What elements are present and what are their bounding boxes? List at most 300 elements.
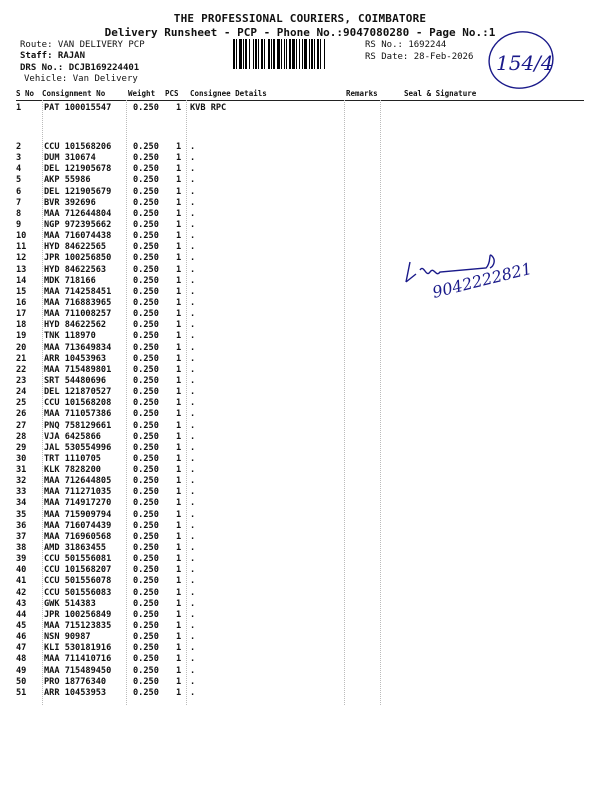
row-pcs: 1 [176, 420, 182, 431]
row-weight: 0.250 [133, 142, 159, 152]
row-consignment: MAA 715909794 [44, 509, 112, 520]
row-details: . [190, 509, 196, 520]
route-info: Route: VAN DELIVERY PCP [20, 40, 145, 50]
rs-date: RS Date: 28-Feb-2026 [365, 52, 474, 62]
table-row [0, 409, 600, 420]
row-sno: 12 [16, 253, 27, 264]
row-details: . [190, 253, 196, 264]
col-weight: Weight [128, 89, 156, 98]
row-weight: 0.250 [133, 275, 159, 286]
staff-info: Staff: RAJAN [20, 51, 86, 61]
row-pcs: 1 [176, 565, 182, 576]
row-consignment: CCU 501556083 [44, 587, 112, 598]
row-sno: 42 [16, 587, 27, 598]
row-details: . [190, 342, 196, 353]
rs-number: RS No.: 1692244 [365, 40, 447, 50]
row-pcs: 1 [176, 175, 182, 186]
row-weight: 0.250 [133, 297, 159, 308]
row-details: . [190, 387, 196, 398]
row-details: . [190, 531, 196, 542]
row-pcs: 1 [176, 487, 182, 498]
row-details: . [190, 208, 196, 219]
table-row [0, 532, 600, 543]
row-consignment: MAA 716074439 [44, 520, 112, 531]
row-consignment: MDK 718166 [44, 275, 96, 286]
row-details: . [190, 676, 196, 687]
row-sno: 24 [16, 387, 27, 398]
row-details: . [190, 587, 196, 598]
table-row [0, 576, 600, 587]
table-row [0, 398, 600, 409]
col-pcs: PCS [165, 89, 179, 98]
row-consignment: JPR 100256850 [44, 253, 112, 264]
row-weight: 0.250 [133, 364, 159, 375]
row-weight: 0.250 [133, 375, 159, 386]
row-details: . [190, 175, 196, 186]
row-details: . [190, 687, 196, 698]
row-consignment: AKP 55986 [44, 175, 91, 186]
runsheet-title: Delivery Runsheet - PCP - Phone No.:9047080280 - Page No.:1 [104, 26, 496, 39]
row-pcs: 1 [176, 275, 182, 286]
row-details: . [190, 453, 196, 464]
row-pcs: 1 [176, 665, 182, 676]
drs-number: DRS No.: DCJB169224401 [20, 63, 140, 73]
row-weight: 0.250 [133, 598, 159, 609]
header-divider [16, 100, 584, 101]
row-details: . [190, 331, 196, 342]
row-details: . [190, 665, 196, 676]
table-row [0, 610, 600, 621]
row-consignment: MAA 713649834 [44, 342, 112, 353]
row-weight: 0.250 [133, 643, 159, 654]
row-weight: 0.250 [133, 431, 159, 442]
row-pcs: 1 [176, 375, 182, 386]
row-pcs: 1 [176, 531, 182, 542]
row-weight: 0.250 [133, 153, 159, 164]
row-weight: 0.250 [133, 665, 159, 676]
row-pcs: 1 [176, 654, 182, 665]
row-weight: 0.250 [133, 687, 159, 698]
row-details: . [190, 643, 196, 654]
row-weight: 0.250 [133, 208, 159, 219]
barcode-image [233, 39, 361, 69]
row-pcs: 1 [176, 387, 182, 398]
table-row [0, 688, 600, 699]
row-pcs: 1 [176, 687, 182, 698]
row-sno: 3 [16, 153, 22, 164]
row-pcs: 1 [176, 208, 182, 219]
row-pcs: 1 [176, 197, 182, 208]
row-sno: 51 [16, 687, 27, 698]
row-weight: 0.250 [133, 531, 159, 542]
col-consignment: Consignment No [42, 89, 106, 98]
row-pcs: 1 [176, 409, 182, 420]
row-details: . [190, 364, 196, 375]
row-weight: 0.250 [133, 309, 159, 320]
row-pcs: 1 [176, 364, 182, 375]
row-consignment: NGP 972395662 [44, 219, 112, 230]
row-pcs: 1 [176, 331, 182, 342]
table-row [0, 432, 600, 443]
row-consignment: PNQ 758129661 [44, 420, 112, 431]
row-consignment: MAA 716074438 [44, 231, 112, 242]
row-sno: 9 [16, 219, 22, 230]
row-consignment: VJA 6425866 [44, 431, 101, 442]
table-header [16, 89, 584, 99]
row-consignment: MAA 715123835 [44, 621, 112, 632]
row-details: . [190, 286, 196, 297]
row-details: . [190, 442, 196, 453]
row-sno: 10 [16, 231, 27, 242]
row-sno: 26 [16, 409, 27, 420]
row-sno: 8 [16, 208, 22, 219]
row-details: . [190, 565, 196, 576]
table-row [0, 198, 600, 209]
row-sno: 5 [16, 175, 22, 186]
row-weight: 0.250 [133, 164, 159, 175]
row-sno: 18 [16, 320, 27, 331]
table-row [0, 498, 600, 509]
row-consignment: CCU 101568208 [44, 398, 112, 409]
table-row [0, 298, 600, 309]
row-weight: 0.250 [133, 103, 159, 113]
table-row [0, 242, 600, 253]
company-name: THE PROFESSIONAL COURIERS, COIMBATORE [173, 12, 427, 25]
row-sno: 14 [16, 275, 27, 286]
row-details: . [190, 476, 196, 487]
row-details: . [190, 186, 196, 197]
row-pcs: 1 [176, 543, 182, 554]
row-sno: 41 [16, 576, 27, 587]
row-weight: 0.250 [133, 476, 159, 487]
row-consignment: JPR 100256849 [44, 609, 112, 620]
row-sno: 1 [16, 103, 22, 113]
row-sno: 11 [16, 242, 27, 253]
row-pcs: 1 [176, 142, 182, 152]
row-weight: 0.250 [133, 409, 159, 420]
row-consignment: SRT 54480696 [44, 375, 107, 386]
row-consignment: MAA 711271035 [44, 487, 112, 498]
row-weight: 0.250 [133, 509, 159, 520]
row-consignment: GWK 514383 [44, 598, 96, 609]
row-sno: 36 [16, 520, 27, 531]
row-pcs: 1 [176, 609, 182, 620]
row-details: . [190, 264, 196, 275]
row-sno: 25 [16, 398, 27, 409]
row-details: . [190, 242, 196, 253]
row-sno: 38 [16, 543, 27, 554]
row-weight: 0.250 [133, 565, 159, 576]
row-sno: 39 [16, 554, 27, 565]
row-sno: 27 [16, 420, 27, 431]
row-weight: 0.250 [133, 197, 159, 208]
row-details: . [190, 431, 196, 442]
row-details: . [190, 398, 196, 409]
row-consignment: MAA 714917270 [44, 498, 112, 509]
row-sno: 31 [16, 465, 27, 476]
table-row [0, 320, 600, 331]
table-row [0, 142, 600, 153]
row-weight: 0.250 [133, 253, 159, 264]
row-pcs: 1 [176, 632, 182, 643]
row-consignment: DEL 121870527 [44, 387, 112, 398]
row-details: . [190, 487, 196, 498]
row-details: . [190, 275, 196, 286]
row-details: . [190, 632, 196, 643]
row-weight: 0.250 [133, 320, 159, 331]
table-row [0, 164, 600, 175]
row-consignment: KLI 530181916 [44, 643, 112, 654]
row-pcs: 1 [176, 431, 182, 442]
row-pcs: 1 [176, 576, 182, 587]
row-weight: 0.250 [133, 487, 159, 498]
table-row [0, 103, 600, 114]
row-consignment: PAT 100015547 [44, 103, 112, 113]
row-sno: 37 [16, 531, 27, 542]
table-row [0, 220, 600, 231]
row-weight: 0.250 [133, 609, 159, 620]
row-sno: 21 [16, 353, 27, 364]
row-weight: 0.250 [133, 465, 159, 476]
row-weight: 0.250 [133, 175, 159, 186]
row-details: . [190, 164, 196, 175]
row-pcs: 1 [176, 643, 182, 654]
row-pcs: 1 [176, 342, 182, 353]
row-weight: 0.250 [133, 453, 159, 464]
table-row [0, 588, 600, 599]
table-row [0, 621, 600, 632]
row-consignment: KLK 7828200 [44, 465, 101, 476]
table-row [0, 677, 600, 688]
row-pcs: 1 [176, 253, 182, 264]
row-consignment: MAA 716960568 [44, 531, 112, 542]
row-weight: 0.250 [133, 554, 159, 565]
table-row [0, 287, 600, 298]
row-consignment: HYD 84622565 [44, 242, 107, 253]
row-weight: 0.250 [133, 621, 159, 632]
row-consignment: MAA 716883965 [44, 297, 112, 308]
row-pcs: 1 [176, 520, 182, 531]
row-sno: 46 [16, 632, 27, 643]
row-consignment: AMD 31863455 [44, 543, 107, 554]
row-sno: 35 [16, 509, 27, 520]
row-consignment: MAA 714258451 [44, 286, 112, 297]
row-details: . [190, 197, 196, 208]
table-row [0, 565, 600, 576]
row-weight: 0.250 [133, 654, 159, 665]
row-weight: 0.250 [133, 398, 159, 409]
row-pcs: 1 [176, 554, 182, 565]
row-details: . [190, 320, 196, 331]
col-remarks: Remarks [346, 89, 378, 98]
row-details: . [190, 231, 196, 242]
row-sno: 50 [16, 676, 27, 687]
row-consignment: MAA 711057386 [44, 409, 112, 420]
row-consignment: CCU 101568206 [44, 142, 112, 152]
table-row [0, 354, 600, 365]
row-consignment: DEL 121905679 [44, 186, 112, 197]
row-consignment: MAA 715489450 [44, 665, 112, 676]
table-row [0, 465, 600, 476]
table-row [0, 175, 600, 186]
row-pcs: 1 [176, 398, 182, 409]
row-sno: 29 [16, 442, 27, 453]
row-consignment: ARR 10453953 [44, 687, 107, 698]
row-pcs: 1 [176, 309, 182, 320]
row-sno: 43 [16, 598, 27, 609]
row-pcs: 1 [176, 442, 182, 453]
row-pcs: 1 [176, 164, 182, 175]
row-consignment: PRO 18776340 [44, 676, 107, 687]
row-consignment: MAA 711410716 [44, 654, 112, 665]
row-details: . [190, 465, 196, 476]
table-row [0, 276, 600, 287]
row-pcs: 1 [176, 353, 182, 364]
row-pcs: 1 [176, 587, 182, 598]
table-row [0, 543, 600, 554]
row-details: . [190, 219, 196, 230]
row-weight: 0.250 [133, 498, 159, 509]
row-pcs: 1 [176, 598, 182, 609]
row-pcs: 1 [176, 476, 182, 487]
row-pcs: 1 [176, 186, 182, 197]
row-consignment: DUM 310674 [44, 153, 96, 164]
row-weight: 0.250 [133, 342, 159, 353]
row-sno: 15 [16, 286, 27, 297]
row-consignment: HYD 84622562 [44, 320, 107, 331]
row-pcs: 1 [176, 465, 182, 476]
row-consignment: MAA 712644805 [44, 476, 112, 487]
row-sno: 49 [16, 665, 27, 676]
table-row [0, 187, 600, 198]
row-sno: 44 [16, 609, 27, 620]
row-sno: 4 [16, 164, 22, 175]
row-weight: 0.250 [133, 420, 159, 431]
handwritten-circle-note [484, 28, 558, 92]
table-row [0, 421, 600, 432]
row-details: . [190, 598, 196, 609]
row-sno: 40 [16, 565, 27, 576]
row-sno: 2 [16, 142, 22, 152]
col-seal-signature: Seal & Signature [404, 89, 477, 98]
row-details: . [190, 621, 196, 632]
table-row [0, 599, 600, 610]
row-details: . [190, 654, 196, 665]
row-details: . [190, 153, 196, 164]
row-consignment: CCU 501556081 [44, 554, 112, 565]
row-consignment: HYD 84622563 [44, 264, 107, 275]
table-row [0, 487, 600, 498]
row-weight: 0.250 [133, 331, 159, 342]
row-weight: 0.250 [133, 676, 159, 687]
table-row [0, 521, 600, 532]
row-sno: 32 [16, 476, 27, 487]
row-details: . [190, 498, 196, 509]
row-weight: 0.250 [133, 387, 159, 398]
row-consignment: NSN 90987 [44, 632, 91, 643]
row-details: . [190, 409, 196, 420]
row-sno: 13 [16, 264, 27, 275]
row-sno: 47 [16, 643, 27, 654]
table-row [0, 265, 600, 276]
row-details: . [190, 309, 196, 320]
row-consignment: BVR 392696 [44, 197, 96, 208]
row-consignment: MAA 715489801 [44, 364, 112, 375]
vehicle-info: Vehicle: Van Delivery [24, 74, 138, 84]
row-pcs: 1 [176, 264, 182, 275]
row-consignment: TNK 118970 [44, 331, 96, 342]
row-weight: 0.250 [133, 186, 159, 197]
table-row [0, 376, 600, 387]
row-weight: 0.250 [133, 219, 159, 230]
row-pcs: 1 [176, 103, 182, 113]
row-weight: 0.250 [133, 520, 159, 531]
col-consignee-details: Consignee Details [190, 89, 267, 98]
row-details: . [190, 297, 196, 308]
row-pcs: 1 [176, 509, 182, 520]
row-weight: 0.250 [133, 632, 159, 643]
row-details: . [190, 576, 196, 587]
table-row [0, 510, 600, 521]
col-sno: S No [16, 89, 35, 98]
row-consignment: ARR 10453963 [44, 353, 107, 364]
row-sno: 23 [16, 375, 27, 386]
table-row [0, 454, 600, 465]
row-weight: 0.250 [133, 576, 159, 587]
row-details: . [190, 554, 196, 565]
row-weight: 0.250 [133, 442, 159, 453]
row-pcs: 1 [176, 621, 182, 632]
row-sno: 17 [16, 309, 27, 320]
row-details: . [190, 420, 196, 431]
row-details: . [190, 609, 196, 620]
row-weight: 0.250 [133, 242, 159, 253]
row-details: . [190, 520, 196, 531]
row-sno: 7 [16, 197, 22, 208]
row-consignment: JAL 530554996 [44, 442, 112, 453]
row-pcs: 1 [176, 242, 182, 253]
table-row [0, 632, 600, 643]
handwritten-note-text: 154/4 [496, 51, 554, 75]
row-sno: 6 [16, 186, 22, 197]
row-pcs: 1 [176, 153, 182, 164]
row-sno: 48 [16, 654, 27, 665]
row-sno: 16 [16, 297, 27, 308]
table-row [0, 554, 600, 565]
table-row [0, 365, 600, 376]
table-row [0, 331, 600, 342]
row-pcs: 1 [176, 231, 182, 242]
row-sno: 20 [16, 342, 27, 353]
table-row [0, 387, 600, 398]
row-sno: 30 [16, 453, 27, 464]
table-row [0, 476, 600, 487]
row-weight: 0.250 [133, 286, 159, 297]
row-weight: 0.250 [133, 264, 159, 275]
handwritten-phone: 9042222821 [430, 258, 534, 302]
row-weight: 0.250 [133, 587, 159, 598]
row-sno: 19 [16, 331, 27, 342]
table-row [0, 153, 600, 164]
row-sno: 33 [16, 487, 27, 498]
row-consignment: DEL 121905678 [44, 164, 112, 175]
row-sno: 34 [16, 498, 27, 509]
row-sno: 45 [16, 621, 27, 632]
table-row [0, 666, 600, 677]
table-row [0, 231, 600, 242]
row-details: . [190, 543, 196, 554]
table-row [0, 253, 600, 264]
